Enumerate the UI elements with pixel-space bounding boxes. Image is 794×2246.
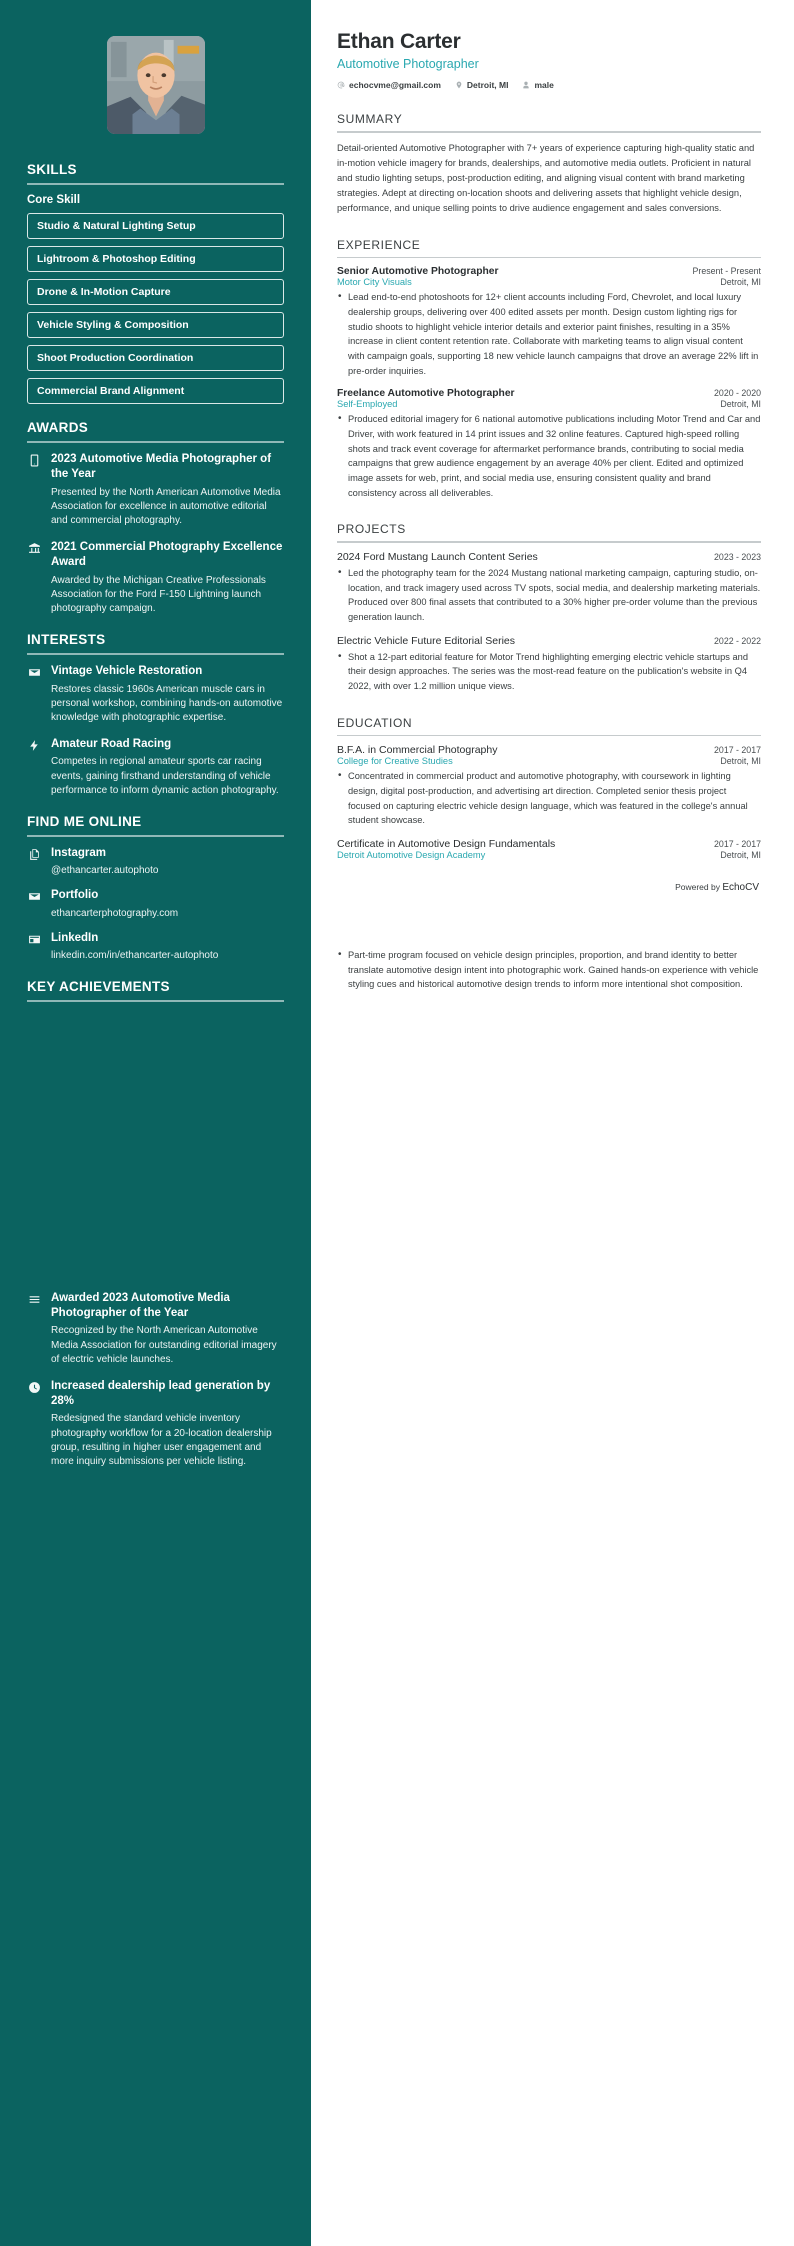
interest-description: Restores classic 1960s American muscle cars in personal workshop, combining hands-on automotive knowledge with photographic expertise. bbox=[51, 683, 283, 723]
contact-email-text: echocvme@gmail.com bbox=[349, 80, 441, 90]
bank-icon bbox=[27, 541, 42, 556]
bullet: • Shot a 12-part editorial feature for Motor Trend highlighting emerging electric vehicle startups and their design approaches. The series was the most-read feature on the publication's website in Q4 2022, with over 1.2 million unique views. bbox=[337, 650, 761, 694]
experience-organization: Motor City Visuals bbox=[337, 277, 412, 288]
section-education bbox=[337, 716, 761, 860]
award-description: Presented by the North American Automotive Media Association for excellence in automotive editorial and commercial photography. bbox=[51, 486, 281, 526]
sidebar bbox=[0, 0, 311, 2246]
section-experience bbox=[337, 238, 761, 501]
project-title: Electric Vehicle Future Editorial Series bbox=[337, 634, 515, 647]
divider bbox=[27, 441, 284, 443]
online-value: linkedin.com/in/ethancarter-autophoto bbox=[51, 949, 219, 961]
divider bbox=[337, 257, 761, 259]
mobile-phone-icon bbox=[27, 453, 42, 468]
education-date: 2017 - 2017 bbox=[714, 839, 761, 850]
divider bbox=[27, 653, 284, 655]
contact-gender bbox=[522, 80, 553, 90]
skill-chip: Shoot Production Coordination bbox=[27, 345, 284, 371]
divider bbox=[27, 1000, 284, 1002]
sidebar-section-awards bbox=[27, 420, 284, 616]
location-pin-icon bbox=[455, 81, 463, 89]
summary-text: Detail-oriented Automotive Photographer with 7+ years of experience capturing high-quality static and in-motion vehicle imagery for brands, dealerships, and automotive media outlets. Proficient in natural and studio lighting setups, post-production editing, and aligning visual content with brand marketing strategies. Adept at directing on-location shoots and delivering assets that highlight vehicle design, performance, and unique selling points to drive audience engagement and sales conversions. bbox=[337, 142, 755, 213]
online-label: Instagram bbox=[51, 846, 106, 859]
online-value: @ethancarter.autophoto bbox=[51, 865, 159, 877]
skill-chip: Drone & In-Motion Capture bbox=[27, 279, 284, 305]
main-content bbox=[311, 0, 794, 994]
documents-icon bbox=[27, 847, 42, 862]
interests-heading: INTERESTS bbox=[27, 632, 106, 648]
contact-email[interactable] bbox=[337, 80, 441, 90]
achievement-item bbox=[27, 1291, 284, 1367]
person-icon bbox=[522, 81, 530, 89]
education-entry bbox=[337, 744, 761, 828]
award-description: Awarded by the Michigan Creative Professionals Association for the Ford F-150 Lightning launch photography campaign. bbox=[51, 574, 266, 615]
bullet: • Lead end-to-end photoshoots for 12+ client accounts including Ford, Chevrolet, and local luxury dealership groups, delivering over 400 edited assets per month. Design custom lighting rigs for studio shoots to highlight vehicle interior details and exterior paint finishes, resulting in a 35% increase in client content retention rate. Collaborate with marketing teams to align visual content with campaign goals, supporting 18 new vehicle launch campaigns that drove an average 22% lift in pre-order inquiries. bbox=[337, 290, 761, 378]
education-organization: College for Creative Studies bbox=[337, 756, 453, 767]
education-title: B.F.A. in Commercial Photography bbox=[337, 744, 498, 757]
powered-brand: EchoCV bbox=[722, 882, 759, 894]
divider bbox=[337, 735, 761, 737]
summary-heading: SUMMARY bbox=[337, 112, 403, 126]
online-item-linkedin[interactable] bbox=[27, 931, 284, 963]
education-heading: EDUCATION bbox=[337, 715, 413, 730]
education-bullets bbox=[337, 769, 761, 828]
bullet: • Part-time program focused on vehicle design principles, proportion, and brand identity to better translate automotive design intent into photographic work. Gained hands-on experience with vehicle styling cues and historical automotive design trends to inform more intentional shot composition. bbox=[337, 948, 761, 992]
contact-bar bbox=[337, 80, 761, 90]
experience-bullets bbox=[337, 290, 761, 378]
portrait-photo-icon bbox=[107, 36, 205, 134]
experience-location: Detroit, MI bbox=[720, 277, 761, 288]
project-entry bbox=[337, 551, 761, 625]
bullet: • Produced editorial imagery for 6 national automotive publications including Motor Trend and Car and Driver, with work featured in 14 print issues and 32 online features. Captured high-speed rolling shots and track event coverage for aftermarket performance brands, contributing to social media campaigns that grew audience engagement by an average 40% per client. Edited and optimized image assets for web, print, and social media use, ensuring consistent quality and brand consistency across all deliverables. bbox=[337, 412, 761, 500]
avatar bbox=[107, 36, 205, 134]
project-date: 2022 - 2022 bbox=[714, 635, 761, 646]
experience-entry bbox=[337, 388, 761, 500]
sidebar-section-key-achievements bbox=[27, 979, 284, 1469]
education-organization: Detroit Automotive Design Academy bbox=[337, 850, 486, 861]
experience-location: Detroit, MI bbox=[720, 399, 761, 410]
skills-heading: SKILLS bbox=[27, 162, 77, 177]
interest-description: Competes in regional amateur sports car racing events, gaining firsthand understanding of vehicle performance to inform dynamic action photography. bbox=[51, 756, 279, 796]
online-heading: FIND ME ONLINE bbox=[27, 813, 142, 829]
divider bbox=[27, 835, 284, 837]
experience-bullets bbox=[337, 412, 761, 500]
sidebar-section-interests bbox=[27, 632, 284, 798]
achievement-description: Redesigned the standard vehicle inventory photography workflow for a 20-location dealership group, resulting in higher user engagement and more inquiry submissions per vehicle listing. bbox=[51, 1413, 272, 1468]
bullet: • Led the photography team for the 2024 Mustang national marketing campaign, capturing studio, on-location, and track imagery used across TV spots, social media, and dealership marketing materials. Produced over 800 final assets that contributed to a 30% higher pre-order volume than the previous generation launch. bbox=[337, 566, 761, 625]
powered-prefix: Powered by bbox=[675, 882, 723, 893]
job-role: Automotive Photographer bbox=[337, 57, 479, 71]
achievements-spacer bbox=[27, 1011, 284, 1291]
contact-location-text: Detroit, MI bbox=[466, 80, 509, 90]
page2-bullets bbox=[337, 948, 761, 992]
sidebar-section-skills bbox=[27, 162, 284, 404]
education-date: 2017 - 2017 bbox=[714, 745, 761, 756]
education-location: Detroit, MI bbox=[720, 850, 761, 861]
project-date: 2023 - 2023 bbox=[714, 551, 761, 562]
education-title: Certificate in Automotive Design Fundamentals bbox=[337, 838, 556, 851]
experience-entry bbox=[337, 266, 761, 378]
header bbox=[337, 30, 761, 90]
experience-date: 2020 - 2020 bbox=[714, 388, 761, 399]
online-value: ethancarterphotography.com bbox=[51, 907, 179, 919]
online-label: LinkedIn bbox=[51, 931, 99, 944]
skills-subheading: Core Skill bbox=[27, 194, 81, 206]
bullet: • Concentrated in commercial product and automotive photography, with coursework in lighting design, digital post-production, and advertising art direction. Completed senior thesis project focused on capturing electric vehicle design language, which was featured in the college's annual student showcase. bbox=[337, 769, 761, 828]
award-item bbox=[27, 540, 284, 616]
divider bbox=[27, 183, 284, 185]
card-icon bbox=[27, 932, 42, 947]
list-icon bbox=[27, 1292, 42, 1307]
section-summary bbox=[337, 112, 761, 216]
divider bbox=[337, 131, 761, 133]
online-item-portfolio[interactable] bbox=[27, 888, 284, 920]
experience-title: Senior Automotive Photographer bbox=[337, 266, 499, 278]
sidebar-section-find-me-online bbox=[27, 814, 284, 963]
awards-heading: AWARDS bbox=[27, 420, 89, 435]
experience-date: Present - Present bbox=[692, 266, 761, 277]
projects-heading: PROJECTS bbox=[337, 522, 406, 537]
achievement-description: Recognized by the North American Automotive Media Association for outstanding editorial imagery of electric vehicle launches. bbox=[51, 1325, 277, 1365]
award-item bbox=[27, 452, 284, 528]
skill-chip: Commercial Brand Alignment bbox=[27, 378, 284, 404]
skill-chip: Studio & Natural Lighting Setup bbox=[27, 213, 284, 239]
clock-icon bbox=[27, 1380, 42, 1395]
project-title: 2024 Ford Mustang Launch Content Series bbox=[337, 550, 538, 563]
contact-gender-text: male bbox=[534, 80, 554, 90]
achievement-title: Awarded 2023 Automotive Media Photographer of the Year bbox=[51, 1291, 230, 1320]
online-label: Portfolio bbox=[51, 889, 99, 902]
award-title: 2021 Commercial Photography Excellence Award bbox=[51, 541, 283, 569]
project-bullets bbox=[337, 566, 761, 625]
section-page2-overflow bbox=[337, 948, 761, 992]
experience-title: Freelance Automotive Photographer bbox=[337, 388, 515, 400]
project-bullets bbox=[337, 650, 761, 694]
education-entry bbox=[337, 838, 761, 860]
contact-location bbox=[455, 80, 509, 90]
skill-chip: Lightroom & Photoshop Editing bbox=[27, 246, 284, 272]
interest-item bbox=[27, 737, 284, 798]
achievement-title: Increased dealership lead generation by 28% bbox=[51, 1379, 271, 1408]
experience-heading: EXPERIENCE bbox=[337, 237, 421, 252]
email-icon bbox=[337, 81, 345, 89]
lightning-bolt-icon bbox=[27, 738, 42, 753]
skill-chip: Vehicle Styling & Composition bbox=[27, 312, 284, 338]
avatar-container bbox=[27, 36, 284, 134]
section-projects bbox=[337, 522, 761, 693]
achievements-heading: KEY ACHIEVEMENTS bbox=[27, 978, 170, 994]
experience-organization: Self-Employed bbox=[337, 399, 398, 410]
project-entry bbox=[337, 635, 761, 694]
envelope-icon bbox=[27, 665, 42, 680]
envelope-icon bbox=[27, 889, 42, 904]
interest-title: Amateur Road Racing bbox=[51, 738, 172, 751]
divider bbox=[337, 541, 761, 543]
powered-by-footer bbox=[337, 882, 761, 893]
page-title: Ethan Carter bbox=[337, 30, 461, 53]
education-location: Detroit, MI bbox=[720, 756, 761, 767]
interest-item bbox=[27, 664, 284, 725]
achievement-item bbox=[27, 1379, 284, 1469]
online-item-instagram[interactable] bbox=[27, 846, 284, 878]
award-title: 2023 Automotive Media Photographer of the Year bbox=[51, 453, 272, 481]
interest-title: Vintage Vehicle Restoration bbox=[51, 665, 203, 678]
